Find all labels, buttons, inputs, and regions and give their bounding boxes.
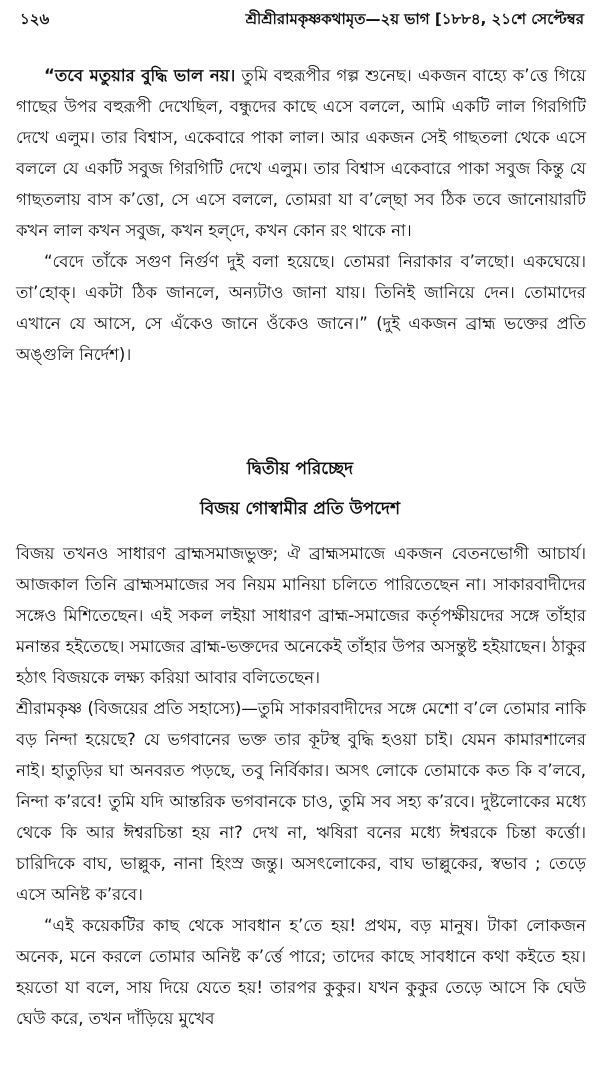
paragraph-text: বিজয় তখনও সাধারণ ব্রাহ্মসমাজভুক্ত; ঐ ব্রাহ্মসমাজে একজন বেতনভোগী আচার্য। আজকাল তিনি ব্রাহ্মসমাজের সব নিয়ম মানিয়া চলিতে পারিতেছেন না। সাকারবাদীদের সঙ্গেও মিশিতেছেন। এই সকল লইয়া সাধারণ ব্রাহ্ম-সমাজের কর্তৃপক্ষীয়দের সঙ্গে তাঁহার মনান্তর হইতেছে। সমাজের ব্রাহ্ম-ভক্তদের অনেকেই তাঁহার উপর অসন্তুষ্ট হইয়াছেন। ঠাকুর হঠাৎ বিজয়কে লক্ষ্য করিয়া আবার বলিতেছেন। [16, 544, 586, 687]
paragraph [16, 910, 586, 1034]
section-title: বিজয় গোস্বামীর প্রতি উপদেশ [199, 499, 401, 519]
paragraph-text: “এই কয়েকটির কাছ থেকে সাবধান হ’তে হয়! প্রথম, বড় মানুষ। টাকা লোকজন অনেক, মনে করলে তোমার অনিষ্ট ক’র্ত্তে পারে; তাদের কাছে সাবধানে কথা কইতে হয়। হয়তো যা বলে, সায় দিয়ে যেতে হয়! তারপর কুকুর। যখন কুকুর তেড়ে আসে কি ঘেউ ঘেউ করে, তখন দাঁড়িয়ে মুখেব [16, 916, 586, 1028]
paragraph [16, 693, 586, 910]
body-text-top [16, 60, 586, 370]
chapter-title: দ্বিতীয় পরিচ্ছেদ [246, 459, 354, 479]
running-head: শ্রীশ্রীরামকৃষ্ণকথামৃত—২য় ভাগ [১৮৮৪, ২১শে সেপ্টেম্বর [245, 10, 584, 28]
paragraph [16, 538, 586, 693]
bold-lead: “তবে মতুয়ার বুদ্ধি ভাল নয়। [44, 66, 236, 85]
paragraph [16, 60, 586, 246]
paragraph-text: “বেদে তাঁকে সগুণ নির্গুণ দুই বলা হয়েছে। তোমরা নিরাকার ব’লছো। একঘেয়ে। তা’হোক্‌। একটা ঠিক জানলে, অন্যটাও জানা যায়। তিনিই জানিয়ে দেন। তোমাদের এখানে যে আসে, সে এঁকেও জানে ওঁকেও জানে।” (দুই একজন ব্রাহ্ম ভক্তের প্রতি অঙ্গুলি নির্দেশ)। [16, 252, 586, 364]
paragraph-text: শ্রীরামকৃষ্ণ (বিজয়ের প্রতি সহাস্যে)—তুমি সাকারবাদীদের সঙ্গে মেশো ব’লে তোমার নাকি বড় নিন্দা হয়েছে? যে ভগবানের ভক্ত তার কূটস্থ বুদ্ধি হওয়া চাই। যেমন কামারশালের নাই। হাতুড়ির ঘা অনবরত পড়ছে, তবু নির্বিকার। অসৎ লোকে তোমাকে কত কি ব’লবে, নিন্দা ক’রবে! তুমি যদি আন্তরিক ভগবানকে চাও, তুমি সব সহ্য ক’রবে। দুষ্টলোকের মধ্যে থেকে কি আর ঈশ্বরচিন্তা হয় না? দেখ না, ঋষিরা বনের মধ্যে ঈশ্বরকে চিন্তা কর্ত্তো। চারিদিকে বাঘ, ভাল্লুক, নানা হিংস্র জন্তু। অসৎলোকের, বাঘ ভাল্লুকের, স্বভাব ; তেড়ে এসে অনিষ্ট ক’রবে। [16, 699, 586, 904]
page-header [20, 4, 584, 30]
paragraph [16, 246, 586, 370]
paragraph-text: তুমি বহুরূপীর গল্প শুনেছ। একজন বাহ্যে ক’ত্তে গিয়ে গাছের উপর বহুরূপী দেখেছিল, বন্ধুদের কাছে এসে বললে, আমি একটি লাল গিরগিটি দেখে এলুম। তার বিশ্বাস, একেবারে পাকা লাল। আর একজন সেই গাছতলা থেকে এসে বললে যে একটি সবুজ গিরগিটি দেখে এলুম। তার বিশ্বাস একেবারে পাকা সবুজ কিন্তু যে গাছতলায় বাস ক’ত্তো, সে এসে বললে, তোমরা যা ব’ল্ছো সব ঠিক তবে জানোয়ারটি কখন লাল কখন সবুজ, কখন হল্‌দে, কখন কোন রং থাকে না। [16, 66, 586, 240]
body-text-bottom [16, 538, 586, 1034]
page-number: ১২৬ [20, 10, 50, 28]
